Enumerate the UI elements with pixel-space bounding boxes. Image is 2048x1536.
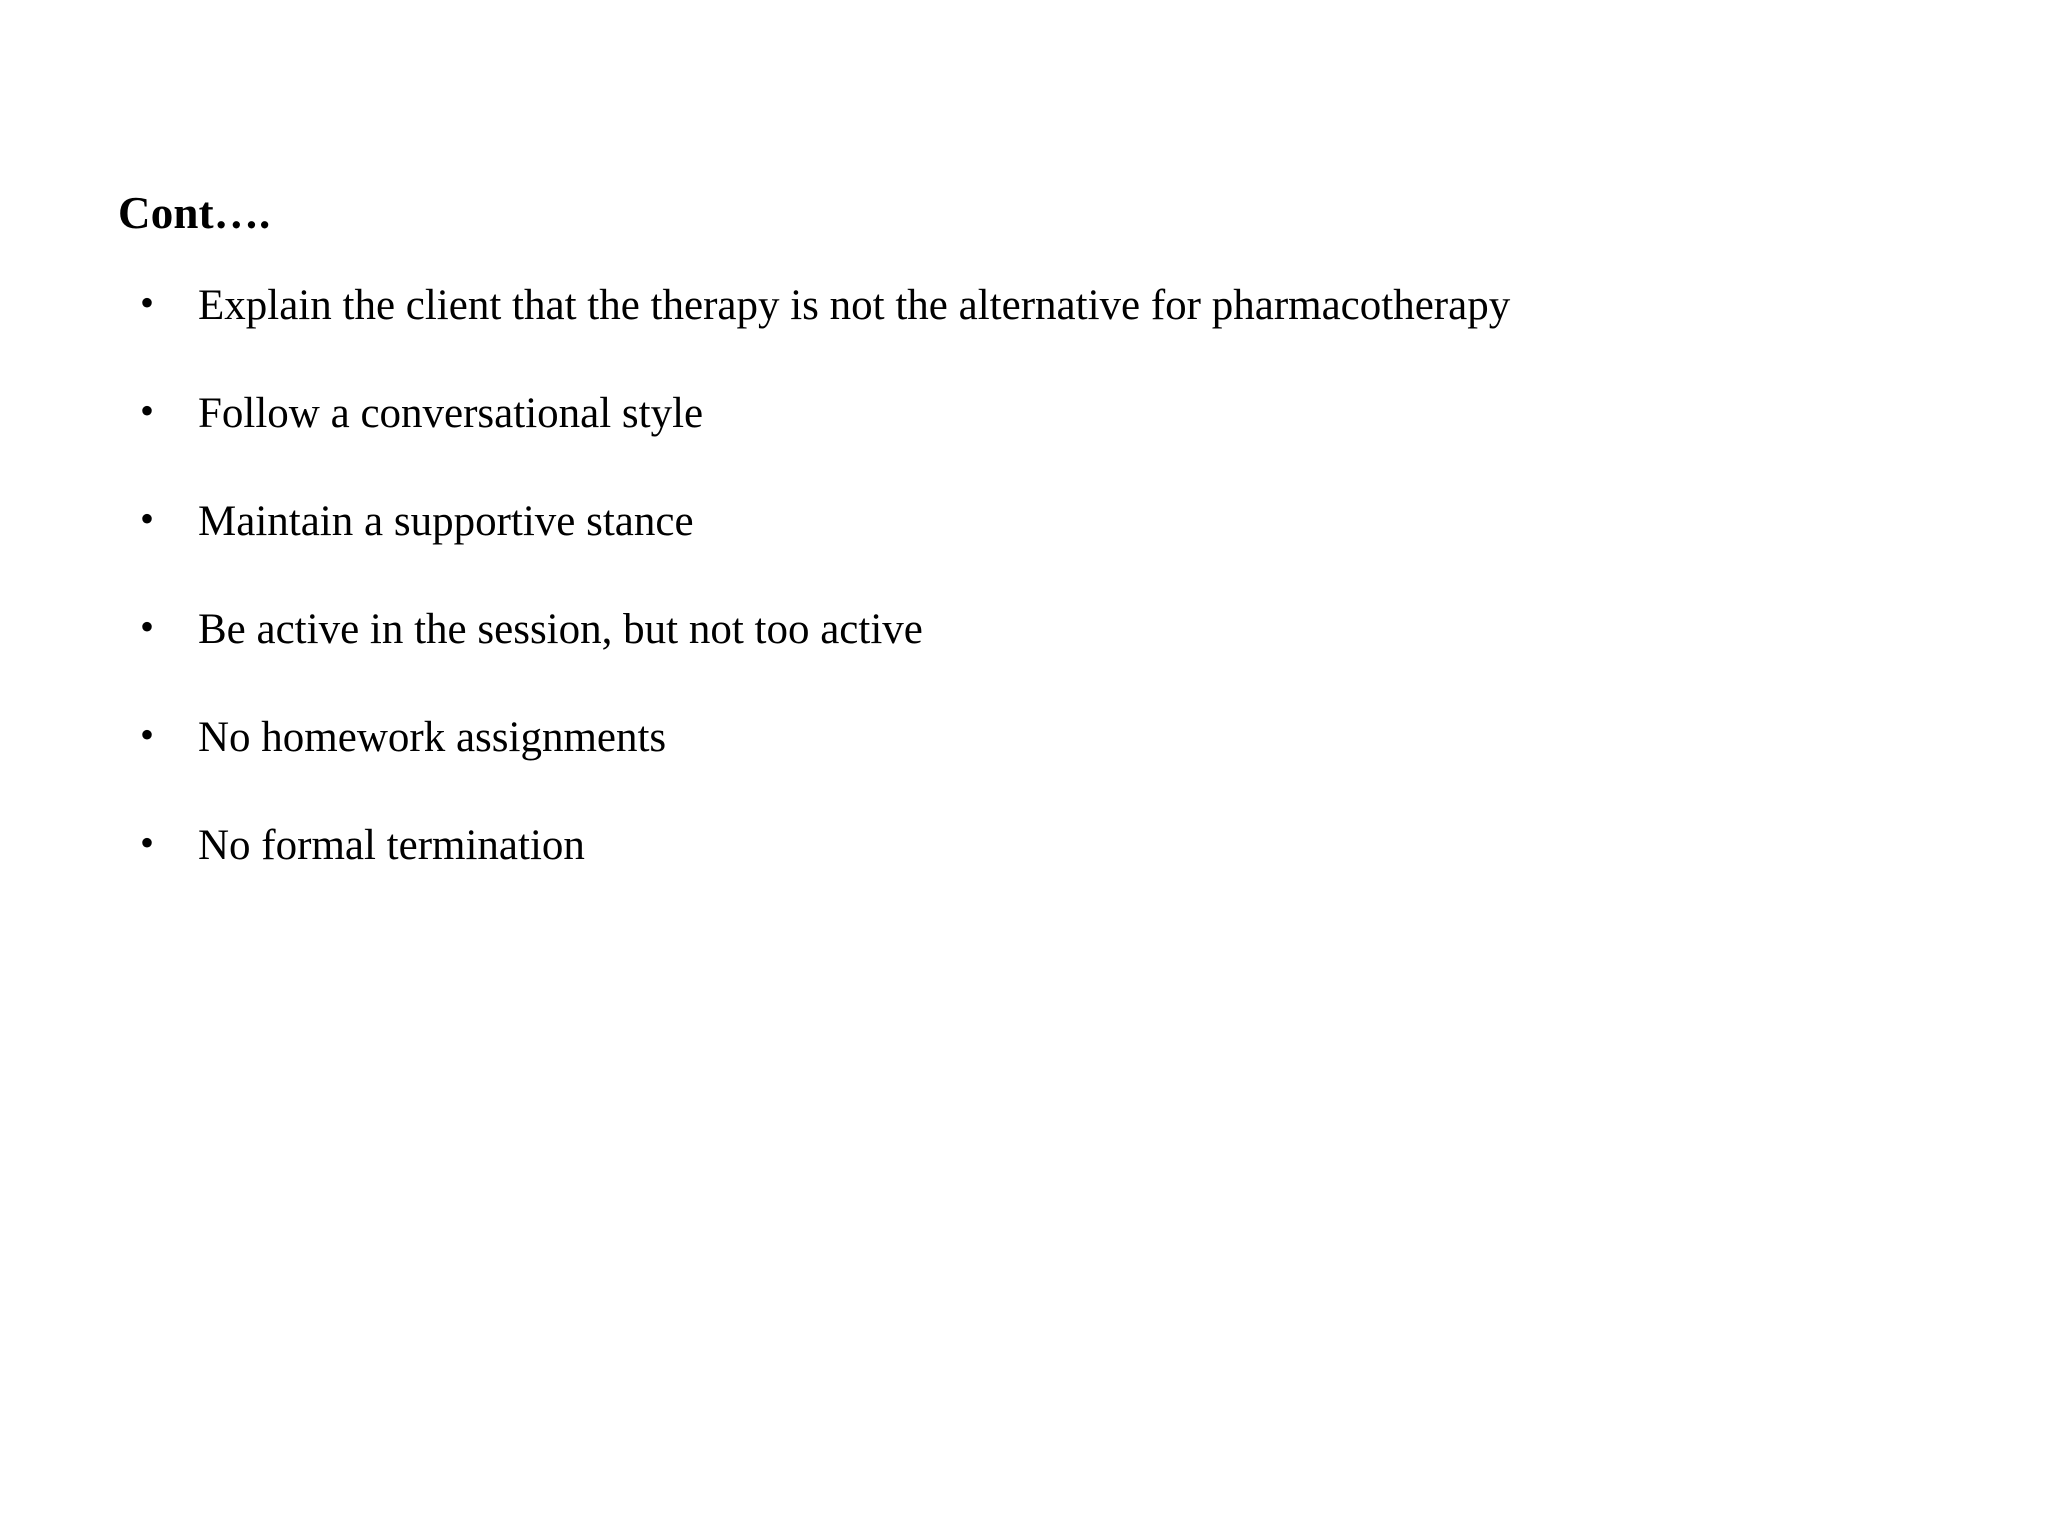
bullet-marker-icon: •	[140, 820, 155, 866]
bullet-marker-icon: •	[140, 496, 155, 542]
bullet-marker-icon: •	[140, 280, 155, 326]
list-item	[118, 491, 1928, 552]
list-item	[118, 383, 1928, 444]
list-item-text: No formal termination	[198, 822, 585, 870]
list-item	[118, 275, 1928, 336]
list-item-text: Maintain a supportive stance	[198, 498, 694, 546]
list-item-text: Be active in the session, but not too active	[198, 606, 923, 654]
list-item-text: No homework assignments	[198, 714, 667, 762]
bullet-marker-icon: •	[140, 712, 155, 758]
list-item	[118, 707, 1928, 768]
bullet-list	[118, 275, 1928, 876]
bullet-marker-icon: •	[140, 388, 155, 434]
list-item	[118, 599, 1928, 660]
list-item	[118, 815, 1928, 876]
list-item-text: Explain the client that the therapy is not the alternative for pharmacotherapy	[198, 282, 1511, 330]
list-item-text: Follow a conversational style	[198, 390, 704, 438]
bullet-marker-icon: •	[140, 604, 155, 650]
page-title: Cont….	[118, 188, 271, 238]
